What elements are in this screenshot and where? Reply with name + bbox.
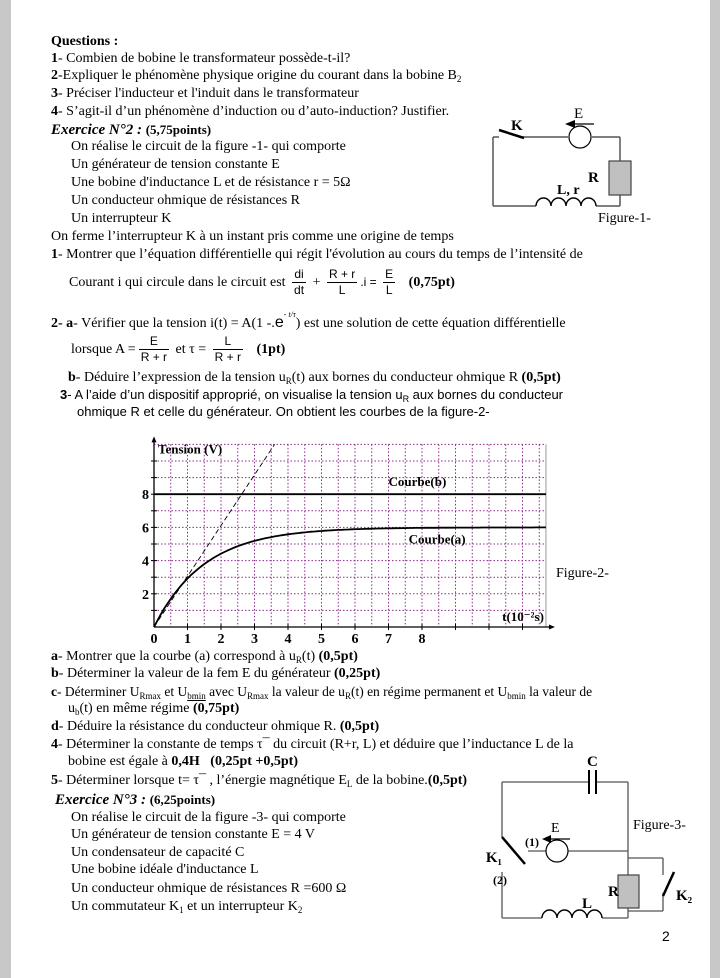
subscript: Rmax [139, 691, 161, 701]
subscript: 2 [297, 905, 303, 915]
q2b [68, 369, 561, 386]
x-tick-label: 7 [385, 632, 392, 647]
points-label: (0,25pt +0,5pt) [210, 754, 298, 769]
label-r: R [608, 884, 619, 900]
y-axis-label: Tension (V) [158, 441, 223, 457]
denominator: R + r [140, 350, 168, 365]
q3-line2: ohmique R et celle du générateur. On obtient les courbes de la figure-2- [77, 404, 490, 419]
points-label: (0,75pt) [408, 275, 455, 290]
q1-line2 [69, 264, 455, 301]
figure2-chart [131, 436, 561, 651]
sub-question-b [51, 665, 380, 682]
exercice-points: (5,75points) [145, 122, 212, 137]
question-number: 2- a [51, 316, 74, 331]
exercice3-title [55, 791, 215, 809]
question-text: u [68, 701, 75, 716]
label-pos1: (1) [525, 835, 539, 849]
subscript: L [346, 779, 353, 789]
question-number: 3 [60, 387, 68, 402]
x-tick-label: 5 [318, 632, 325, 647]
figure2-caption: Figure-2- [556, 566, 609, 581]
question-text: ) est une solution de cette équation différentielle [295, 316, 566, 331]
numerator: R + r [328, 267, 356, 282]
coil-icon [542, 910, 602, 918]
value-bold: 0,4H [171, 754, 200, 769]
points-label: (0,5pt) [427, 773, 468, 788]
subscript: 1 [179, 905, 184, 915]
question-text: - S’agit-il d’un phénomène d’induction ou d’auto-induction? Justifier. [58, 104, 450, 119]
coil-icon [536, 198, 596, 206]
question-number: d [51, 719, 59, 734]
series-tangent-at-origin [154, 444, 275, 627]
question-number: 1 [51, 51, 58, 66]
label-k: K [511, 118, 523, 134]
component-item: Une bobine idéale d'inductance L [71, 862, 259, 877]
annotation-courbe-a: Courbe(a) [408, 531, 466, 547]
fraction-rr-l [327, 267, 357, 298]
question-text: et τ = [175, 342, 207, 357]
question-number: 4 [51, 737, 58, 752]
resistor-icon [618, 875, 639, 908]
question-text: lorsque A = [71, 342, 136, 357]
question-text: - Vérifier que la tension i(t) = A(1 -. [73, 316, 275, 331]
question-number: b [51, 666, 59, 681]
exp-superscript: - t/τ [283, 310, 296, 319]
question-number: 1 [51, 247, 58, 262]
question-text: Courant i qui circule dans le circuit est [69, 275, 286, 290]
question-text: (t) aux bornes du conducteur ohmique R [291, 370, 522, 385]
page-number: 2 [662, 928, 670, 944]
operator: + [312, 275, 321, 290]
numerator: E [385, 267, 394, 282]
generator-icon [569, 126, 591, 148]
numerator: E [139, 334, 169, 350]
figure1-circuit [481, 100, 701, 230]
points-label: (0,75pt) [193, 701, 240, 716]
switch-k1-icon [502, 837, 525, 864]
points-label: (0,25pt) [334, 666, 381, 681]
component-item: Un générateur de tension constante E [71, 157, 280, 172]
exercice-title-text: Exercice N°3 : [55, 792, 146, 808]
numerator: L [213, 334, 243, 350]
points-label: (1pt) [256, 342, 286, 357]
x-axis-label: t(10⁻²s) [502, 609, 544, 624]
q1-line1 [51, 246, 583, 263]
q2a-line2 [71, 332, 285, 368]
component-item: Un générateur de tension constante E = 4 V [71, 827, 316, 842]
exercice-title-text: Exercice N°2 : [51, 122, 142, 138]
question-number: c [51, 684, 57, 699]
question-text: - Déduire l’expression de la tension u [75, 370, 286, 385]
question-text: (t) [301, 649, 319, 664]
question-number: 4 [51, 104, 58, 119]
switch-k2-icon [663, 872, 674, 896]
resistor-icon [609, 161, 631, 195]
subscript: bmin [507, 691, 526, 701]
question-text: - Déterminer lorsque t= τ¯ , l’énergie magnétique E [58, 773, 347, 788]
annotation-courbe-b: Courbe(b) [388, 474, 447, 490]
fraction-tau [213, 334, 243, 365]
x-axis-arrow-icon [549, 625, 555, 630]
subscript: R [285, 376, 292, 386]
label-c: C [587, 754, 598, 770]
question-text: - Déterminer U [57, 684, 140, 699]
x-tick-label: 8 [418, 632, 426, 647]
question-1 [51, 50, 350, 67]
question-text: aux bornes du conducteur [409, 387, 563, 402]
question-2 [51, 67, 461, 84]
subscript: R [344, 691, 351, 701]
question-text: de la bobine. [352, 773, 428, 788]
subscript: Rmax [246, 691, 269, 701]
question-4 [51, 103, 449, 120]
sub-question-c-line1 [51, 683, 592, 700]
subscript: R [295, 655, 302, 665]
y-tick-label: 8 [142, 488, 149, 504]
fraction-e-l [383, 267, 395, 298]
points-label: (0,5pt) [339, 719, 380, 734]
question-number: a [51, 649, 58, 664]
question-text: - Préciser l'inducteur et l'induit dans le transformateur [58, 86, 359, 101]
label-r: R [588, 170, 599, 186]
sub-question-a [51, 648, 358, 665]
x-tick-label: 3 [251, 632, 258, 647]
generator-icon [546, 840, 568, 862]
y-tick-label: 2 [142, 587, 149, 603]
question-text: et U [160, 684, 188, 699]
question-3 [51, 85, 359, 102]
question-text: - Déduire la résistance du conducteur ohmique R. [58, 719, 340, 734]
points-label: (0,5pt) [521, 370, 561, 385]
label-k1: K₁ [485, 850, 502, 866]
denominator: R + r [214, 350, 241, 365]
question-text: - Montrer que l’équation différentielle qui régit l'évolution au cours du temps de l’intensité de [58, 247, 583, 262]
question-text: la valeur de [525, 684, 593, 699]
denominator: dt [294, 283, 305, 298]
label-lr: L, r [557, 183, 580, 198]
subscript: R [402, 394, 410, 404]
exp-base: e [274, 314, 284, 331]
exercice2-intro: On réalise le circuit de la figure -1- qui comporte [71, 139, 346, 154]
question-text: la valeur de u [268, 684, 345, 699]
y-tick-label: 6 [142, 521, 149, 537]
question-text: avec U [205, 684, 247, 699]
x-tick-label: 2 [217, 632, 225, 647]
question-text: - A l’aide d’un dispositif approprié, on visualise la tension u [67, 387, 403, 402]
subscript: b [75, 707, 80, 717]
q2a-line1 [51, 310, 566, 332]
x-tick-label: 1 [184, 632, 191, 647]
component-item: Un condensateur de capacité C [71, 845, 245, 860]
exercice2-title [51, 121, 211, 139]
label-l: L [582, 896, 593, 912]
question-number: 2 [51, 68, 58, 83]
y-tick-label: 4 [142, 554, 149, 570]
exercice-points: (6,25points) [149, 792, 216, 807]
y-axis-arrow-icon [152, 436, 157, 442]
label-pos2: (2) [493, 873, 507, 887]
figure3-caption: Figure-3- [633, 818, 686, 833]
component-item: Un conducteur ohmique de résistances R [71, 193, 300, 208]
denominator: L [338, 283, 346, 298]
component-item: Une bobine d'inductance L et de résistance r = 5Ω [71, 175, 351, 190]
subscript: bmin [187, 691, 206, 701]
operator: .i = [360, 275, 377, 289]
figure3-circuit [480, 750, 700, 930]
subscript: 2 [456, 74, 462, 84]
question-text: -Expliquer le phénomène physique origine du courant dans la bobine B [58, 68, 457, 83]
q3-line1 [60, 386, 563, 403]
question-text: (t) en même régime [79, 701, 194, 716]
question-text: - Déterminer la constante de temps τ¯ du circuit (R+r, L) et déduire que l’inductance L de la [58, 737, 574, 752]
arrowhead-icon [542, 835, 551, 843]
component-item: Un conducteur ohmique de résistances R =600 Ω [71, 881, 347, 896]
fraction-di-dt [292, 267, 306, 298]
question-number: b [68, 370, 76, 385]
label-e: E [574, 106, 584, 122]
question-number: 5 [51, 773, 58, 788]
fraction-A [139, 334, 169, 365]
x-tick-label: 0 [150, 632, 158, 647]
question-text: (t) en régime permanent et U [350, 684, 508, 699]
x-tick-label: 6 [351, 632, 359, 647]
component-text: et un interrupteur K [183, 899, 298, 914]
numerator: di [292, 267, 306, 283]
sub-question-d [51, 718, 379, 735]
x-tick-label: 4 [284, 632, 292, 647]
q4-line2 [68, 753, 298, 770]
label-e: E [551, 821, 560, 836]
q5 [51, 772, 467, 789]
component-item: Un interrupteur K [71, 211, 172, 226]
question-text: - Combien de bobine le transformateur possède-t-il? [58, 51, 351, 66]
denominator: L [385, 283, 393, 298]
question-text: bobine est égale à [68, 754, 172, 769]
question-number: 3 [51, 86, 58, 101]
figure1-caption: Figure-1- [598, 211, 651, 226]
document-page [11, 0, 710, 978]
question-text: - Montrer que la courbe (a) correspond à u [58, 649, 296, 664]
sub-question-c-line2 [68, 700, 239, 717]
component-text: Un commutateur K [71, 899, 180, 914]
question-text: - Déterminer la valeur de la fem E du générateur [58, 666, 334, 681]
points-label: (0,5pt) [318, 649, 358, 664]
exercice2-statement: On ferme l’interrupteur K à un instant pris comme une origine de temps [51, 229, 454, 244]
questions-heading: Questions : [51, 34, 119, 49]
exercice3-intro: On réalise le circuit de la figure -3- qui comporte [71, 810, 346, 825]
component-item [71, 898, 302, 915]
label-k2: K₂ [676, 888, 693, 904]
